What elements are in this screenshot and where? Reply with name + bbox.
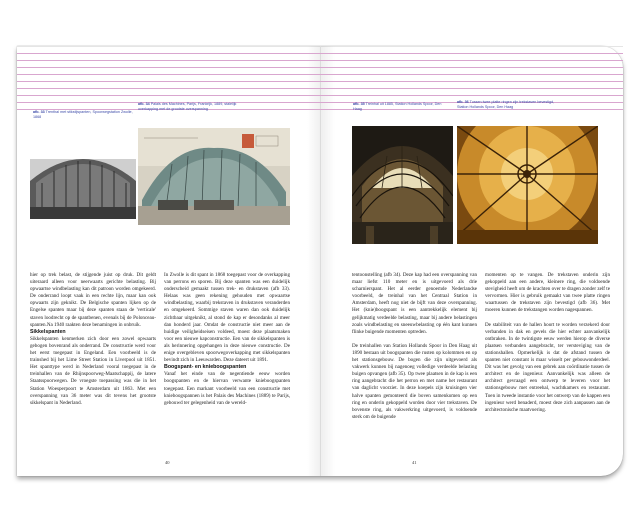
caption-number: afb. 34 [138, 102, 150, 106]
left-column-1 [30, 272, 156, 407]
photo-dome-image [457, 126, 598, 244]
baseline-guides [17, 46, 623, 106]
caption-text: Palais des Machines, Parijs, Frankrijk, 1889, stalelijk overkapping met de grootste overspanning [138, 102, 237, 111]
photo-treinhal-image [352, 126, 453, 244]
guide-line [17, 60, 623, 61]
photo-hollands-spoor-hall [352, 126, 453, 244]
paragraph: De treinhallen van Station Hollands Spoor in Den Haag uit 1890 bestaan uit boogspanten die rusten op kolommen en op het stationsgebouw. De bogen die zijn uitgevoerd als vakwerk kunnen bij nagenoeg volledige verdeelde belasting buigen opvangen (afb 35). Op twee plaatsen in de kap is een ring aangebracht die het perron en met name het restaurant van daglicht voorziet. In deze koepels zijn kruisingen vier halve spanten gemonteerd die boven samenkomen op een ring en onderin gekoppeld worden door vier trekstaven. De bovenste ring, als vakwerkring uitgevoerd, is voldoende sterk om de buigende [352, 342, 477, 420]
gutter [320, 46, 321, 476]
guide-line [17, 88, 623, 89]
caption-afb-33 [33, 110, 133, 120]
book-spread [17, 46, 623, 476]
paragraph: De stabiliteit van de hallen hoort te worden verzekerd door verbanden in dak en gevels die hier echter aanvankelijk ontbraken. In de twintigste eeuw werden hierop de diverse plaatsen verbanden aangebracht, ter versteviging van de stationshallen. Opmerkelijk is dat de afstand tussen de spanten niet constant is maar wisselt per gebouwonderdeel. Dit was het gevolg van een gebrek aan coördinatie tussen de architect en de ingenieur. Aanvankelijk was alleen de architect gevraagd een ontwerp te leveren voor het stationsgebouw met entreehal, wachtkamers en restaurant. Toen in tweede instantie voor het ontwerp van de kappen een ingenieur werd benaderd, moest deze zich aanpassen aan de architectonische maatvoering. [485, 321, 610, 413]
caption-afb-34 [138, 102, 246, 112]
paragraph: tentoonstelling (afb 34). Deze kap had een overspanning van maar liefst 110 meter en is uitgevoerd als drie scharnierspant. Het al eerder genoemde Nederlandse voorbeeld, de treinhal van het Centraal Station in Amsterdam, heeft nog niet de bijft van deze overspanning. Het (knie)boogspant is een aantrekkelijk element bij gelijkmatig verdeelde belasting, maar bij andere belastingen zoals windbelasting en sneeuwbelasting op één kant kunnen flinke buigende momenten optreden. [352, 272, 477, 335]
guide-line [17, 53, 623, 54]
right-column-2 [485, 272, 610, 414]
paragraph: In Zwolle is dit spant in 1868 toegepast voor de overkapping van perrons en sporen. Bij deze spanten was een duidelijk onderscheid gemaakt tussen trek- en drukstaven (afb 33). Helaas was geen rekening gehouden met opwaartse windbelasting, waarbij trekstaven in drukstaven veranderden en omgekeerd. Sommige staven waren dan ook duidelijk zichtbaar uitgeknikt, al stond de kap er desondanks al meer dan honderd jaar. Omdat de constructie niet meer aan de huidige veiligheidseisen voldeed, moest deze plaatsmaken voor een nieuwe kapconstructie. Een van de sikkelspanten is als herinnering opgehangen in deze nieuwe constructie. De enige overgebleven spoorwegoverkapping met sikkelspanten bevindt zich in Leeuwarden. Deze dateert uit 1891. [164, 272, 290, 364]
section-heading-sikkelspanten: Sikkelspanten [30, 328, 66, 335]
guide-line [17, 74, 623, 75]
paragraph: Sikkelspanten kenmerken zich door een zowel opwaarts gebogen bovenrand als onderrand. De constructie werd voor het eerst toegepast in Engeland. Een voorbeeld is de trainshed bij het Lime Street Station in Liverpool uit 1851. Het spanttype werd in Nederland vooral toegepast in de treinhallen van de Rhijnspoorweg-Maatschappij, de latere Staatsspoorwegen. De vroegste toepassing was die in het Station Woesperpoort te Amsterdam uit 1863. Met een overspanning van 36 meter was dit tevens het grootste sikkelspant in Nederland. [30, 335, 156, 406]
caption-text: Tussen twee platte ringen zijn trekstaven bevestigd, Station Hollands Spoor, Den Haag [457, 100, 555, 109]
photo-postcard-image [138, 128, 290, 225]
photo-hollands-spoor-dome [457, 126, 598, 244]
guide-line [17, 67, 623, 68]
caption-number: afb. 33 [33, 110, 45, 114]
caption-number: afb. 36 [457, 100, 469, 104]
caption-text: Trenthal met stikstijspanten, Spoorwegstation Zwolle, 1868 [33, 110, 133, 119]
page-number-left: 40 [165, 460, 170, 465]
section-heading-boogspanten: Boogspant- en knieboogspanten [164, 364, 247, 371]
paragraph: Vanaf het einde van de negentiende eeuw worden boogspanten en de hiervan verwante knieboogspanten toegepast. Een markant voorbeeld van een constructie met knieboogspannen is het Palais des Machines (1889) te Parijs, gebouwd ter gelegenheid van de wereld- [164, 371, 290, 406]
caption-number: afb. 35 [353, 102, 365, 106]
photo-zwolle-trainshed [30, 141, 136, 233]
guide-line [17, 81, 623, 82]
caption-afb-36 [457, 100, 555, 110]
right-column-1 [352, 272, 477, 421]
paragraph: momenten op te vangen. De trekstaven onderin zijn gekoppeld aan een andere, kleinere ring, die voldoende stevigheid heeft om de krachten over te dragen zonder zelf te vervormen. Hier is gebruik gemaakt van twee platte ringen waartussen de trekstaven zijn bevestigd (afb 36). Met moeren kunnen de trekstangen worden nagespannen. [485, 272, 610, 314]
gutter-shadow [307, 46, 335, 476]
guide-line [17, 95, 623, 96]
photo-palais-des-machines [138, 128, 290, 225]
caption-text: Treinhal uit 1885, Station Hollands Spoor, Den Haag [353, 102, 442, 111]
paragraph: hier op trek belast, de stijgende juist op druk. Dit geldt uiteraard alleen voor neerwaarts gerichte belasting. Bij opwaartse windbelasting kan dit patroon worden omgekeerd. De onderrand loopt vaak in een rechte lijn, maar kan ook opwaarts zijn geknikt. De Belgische spanten lijken op de Engelse spanten maar bij deze spanten staan de 'verticale' staven loodrecht op de spantbenen, evenals bij de Polonceau-spanten.Na 1940 raakten deze benamingen in onbruik. [30, 272, 156, 328]
caption-afb-35 [353, 102, 448, 112]
photo-zwolle-image [30, 141, 136, 233]
page-number-right: 41 [412, 460, 417, 465]
left-column-2 [164, 272, 290, 407]
